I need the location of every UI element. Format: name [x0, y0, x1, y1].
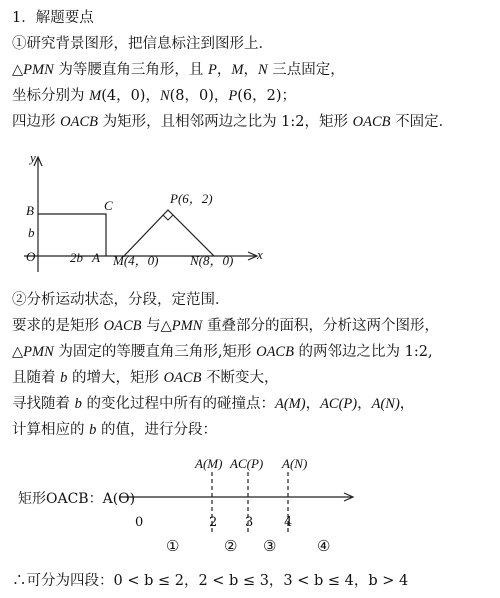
text: AC(P) — [320, 396, 358, 412]
text: △ — [12, 62, 24, 78]
point-m-label: M(4，0) — [113, 253, 159, 268]
text: 重叠部分的面积，分析这两个图形， — [202, 318, 439, 334]
text: b — [89, 422, 97, 438]
text: P — [228, 88, 238, 104]
text: 不断变大， — [201, 370, 279, 386]
collision-label-acp: AC(P) — [230, 456, 264, 471]
text: 计算相应的 — [12, 422, 90, 438]
text: (6，2)； — [237, 88, 297, 104]
text: P — [207, 62, 217, 78]
section-title: 1．解题要点 — [12, 10, 94, 26]
text: A(M) — [274, 396, 306, 412]
point-p-label: P(6，2) — [170, 191, 213, 206]
two-b-label: 2b — [70, 250, 83, 265]
text-line: ①研究背景图形，把信息标注到图形上． — [12, 36, 273, 52]
text: ， — [399, 396, 415, 412]
b-length-label: b — [28, 225, 35, 240]
x-axis-label: x — [257, 247, 263, 262]
text: 三点固定， — [267, 62, 345, 78]
segment-label: ② — [224, 537, 238, 555]
text: 的增大，矩形 — [67, 370, 164, 386]
text: 为等腰直角三角形，且 — [53, 62, 208, 78]
text: ， — [305, 396, 321, 412]
tick-label: 4 — [284, 515, 293, 530]
text: OACB — [163, 370, 202, 386]
text: OACB — [60, 114, 98, 130]
text: N — [159, 88, 170, 104]
tick-label: 0 — [135, 515, 144, 530]
text: ， — [243, 62, 258, 78]
point-c-label: C — [104, 198, 113, 213]
text: 的值，进行分段： — [96, 422, 217, 438]
text: 不固定． — [390, 114, 454, 130]
origin-label: O — [26, 249, 36, 264]
text: 为矩形，且相邻两边之比为 1:2，矩形 — [97, 114, 353, 130]
text-line: ②分析运动状态，分段，定范围． — [12, 292, 230, 308]
text: OACB — [352, 114, 391, 130]
segment-label: ③ — [263, 537, 277, 555]
rect-oacb-label: 矩形OACB：A(O) — [18, 491, 136, 507]
text: PMN — [23, 62, 54, 78]
text: 为固定的等腰直角三角形,矩形 — [53, 344, 257, 360]
text: ， — [357, 396, 372, 412]
text: (4，0)， — [101, 88, 160, 104]
text: 的两邻边之比为 1:2, — [293, 344, 433, 360]
collision-label-an: A(N) — [282, 456, 308, 471]
text: △ — [12, 344, 24, 360]
text: PMN — [23, 344, 54, 360]
text: 的变化过程中所有的碰撞点： — [81, 396, 275, 412]
text: 四边形 — [12, 114, 61, 130]
tick-label: 2 — [209, 515, 218, 530]
text: 与△ — [141, 318, 172, 334]
text: M — [89, 88, 102, 104]
text: ， — [216, 62, 232, 78]
text: b — [60, 370, 68, 386]
y-axis-label: y — [30, 150, 36, 165]
segment-label: ① — [166, 537, 180, 555]
text: M — [231, 62, 244, 78]
text: (8，0)， — [169, 88, 229, 104]
text: 要求的是矩形 — [12, 318, 104, 334]
text: 且随着 — [12, 370, 61, 386]
text: 坐标分别为 — [12, 88, 90, 104]
point-n-label: N(8，0) — [190, 253, 234, 268]
segment-label: ④ — [317, 537, 331, 555]
text: PMN — [171, 318, 203, 334]
point-a-label: A — [92, 250, 100, 265]
tick-label: 3 — [245, 515, 254, 530]
conclusion: ∴可分为四段：0 < b ≤ 2，2 < b ≤ 3，3 < b ≤ 4，b > 4 — [12, 573, 409, 589]
text: N — [257, 62, 268, 78]
text: OACB — [103, 318, 142, 334]
text: b — [74, 396, 82, 412]
text: A(N) — [371, 396, 400, 412]
text: OACB — [256, 344, 294, 360]
point-b-label: B — [26, 203, 34, 218]
collision-label-am: A(M) — [195, 456, 223, 471]
text: 寻找随着 — [12, 396, 75, 412]
